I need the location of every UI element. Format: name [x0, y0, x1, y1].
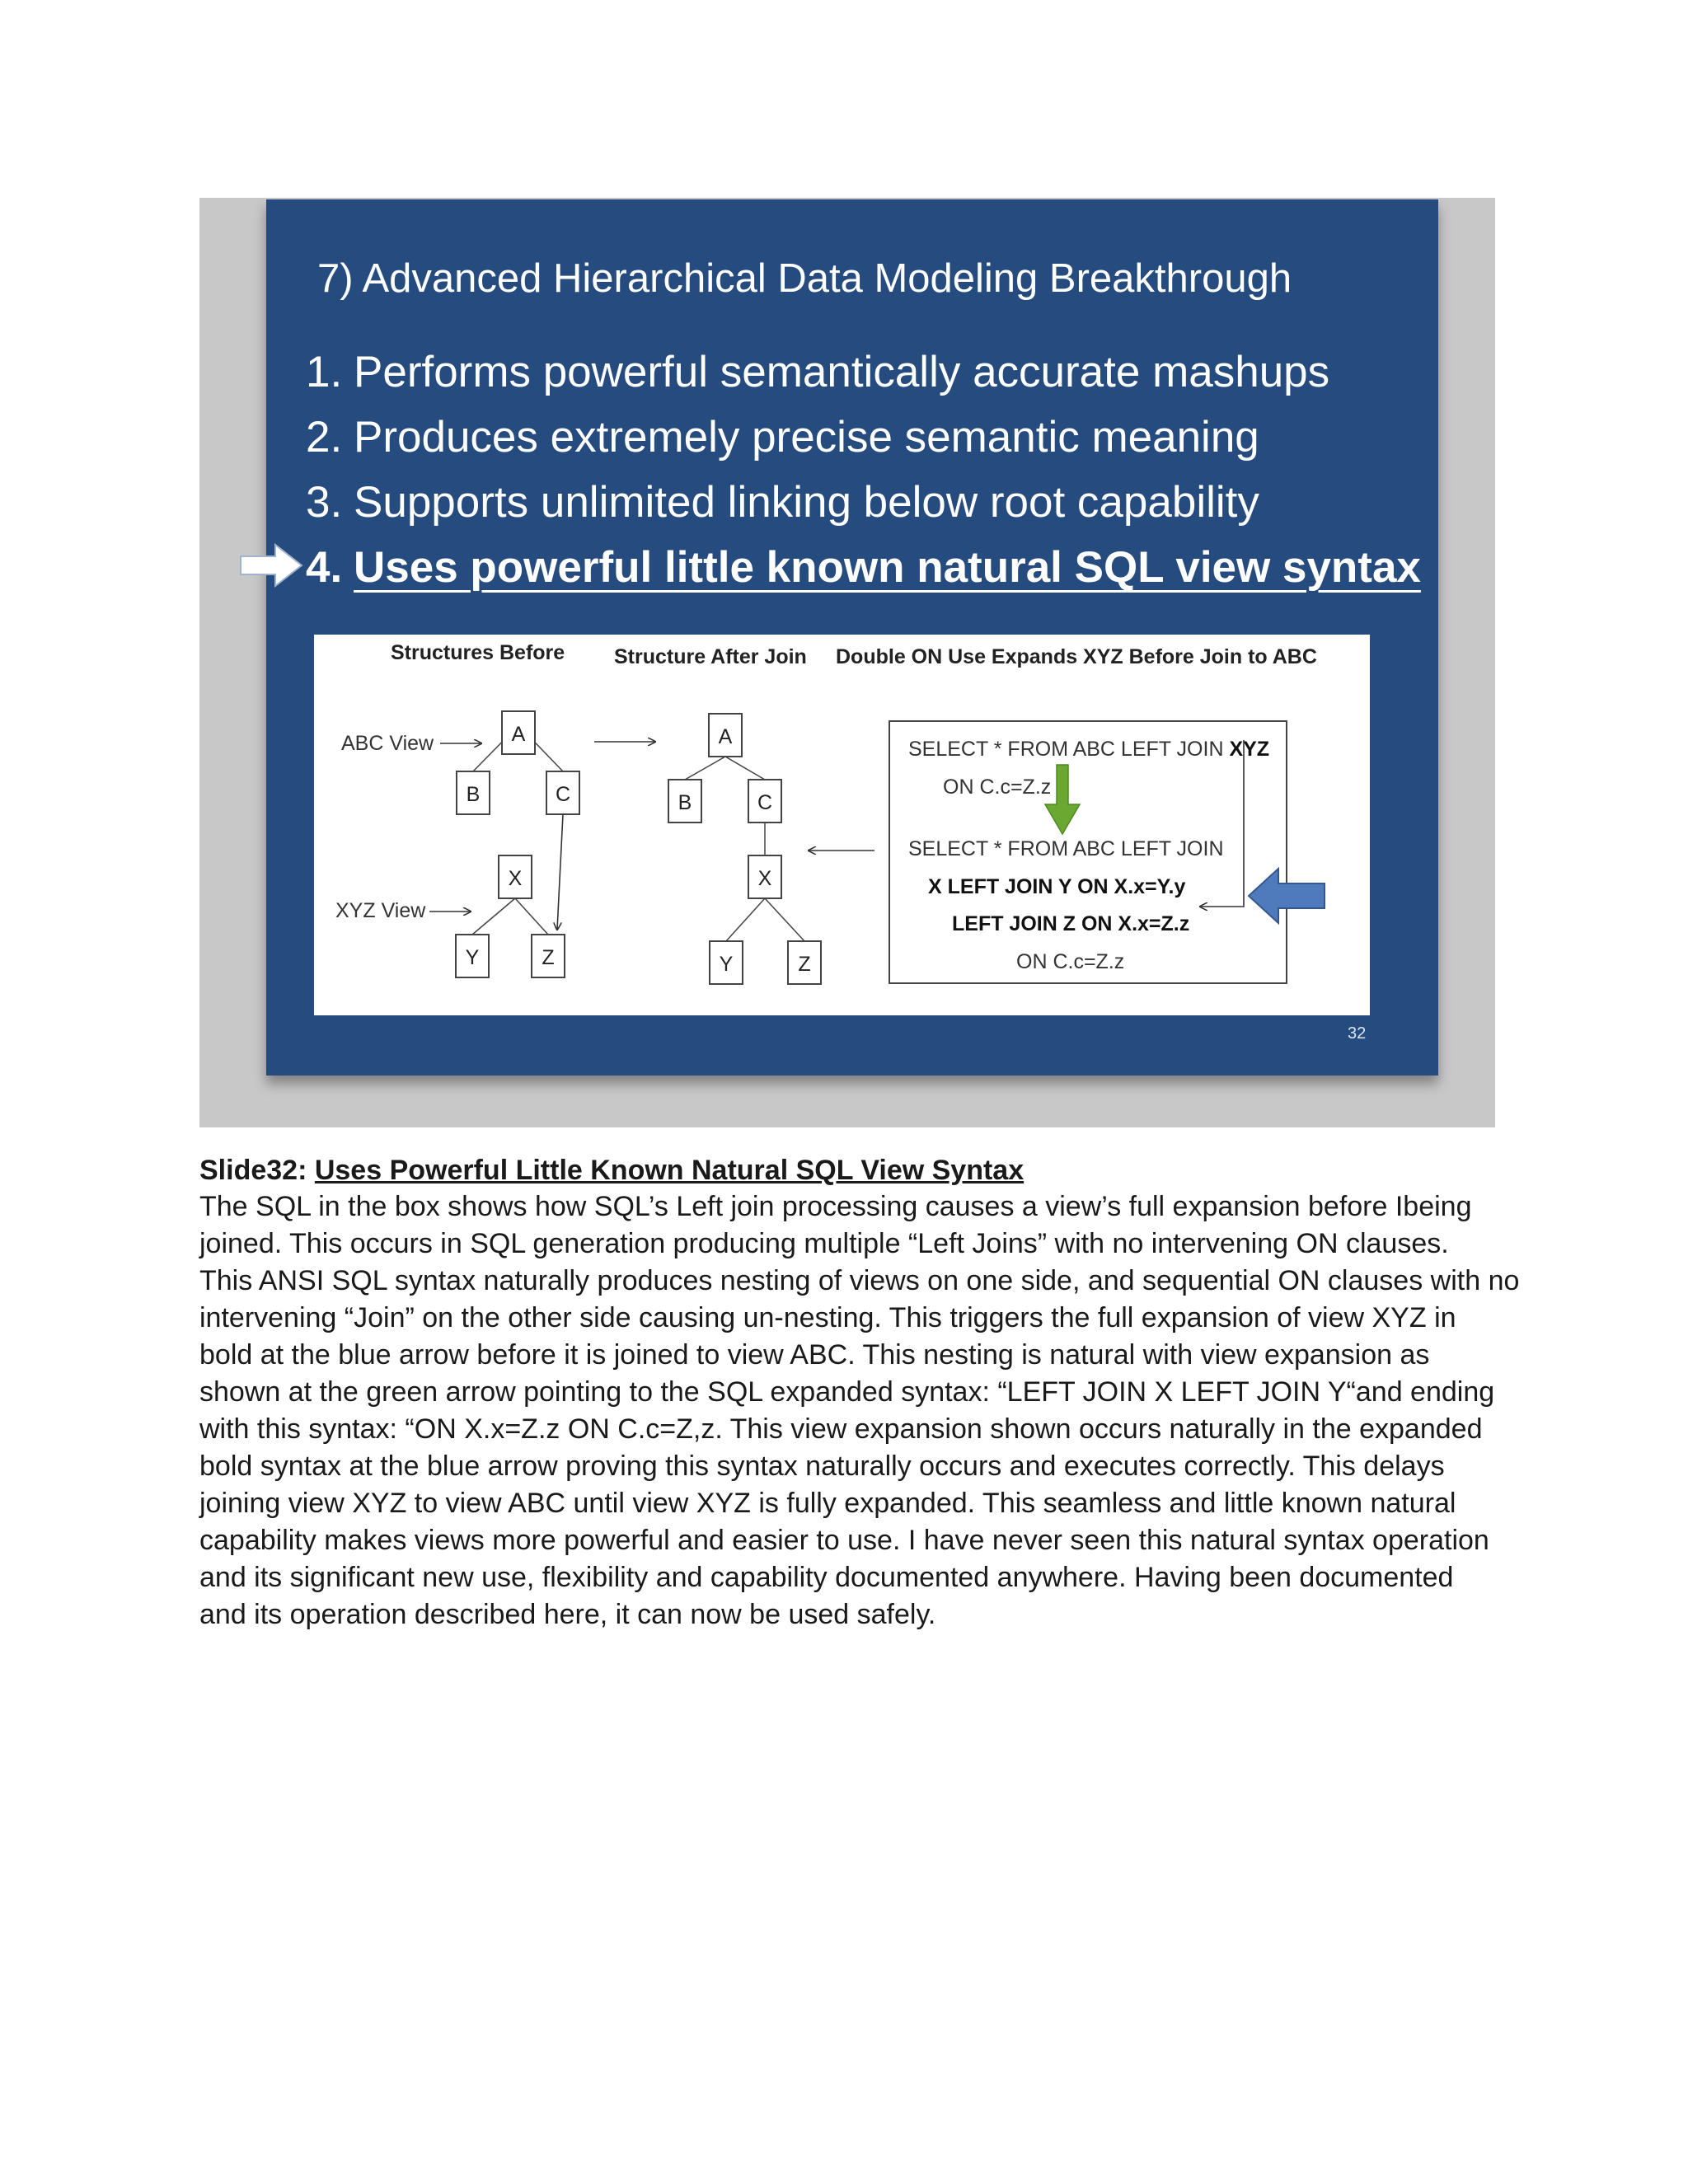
caption-line: joining view XYZ to view ABC until view XYZ is fully expanded. This seamless and little known natural	[199, 1488, 1456, 1519]
node-c-label: C	[757, 791, 773, 814]
node-b-label: B	[678, 791, 692, 814]
slide-bullet-item: 3. Supports unlimited linking below root capability	[306, 478, 1259, 527]
sql-line-4: X LEFT JOIN Y ON X.x=Y.y	[928, 875, 1186, 898]
caption-line: bold syntax at the blue arrow proving this syntax naturally occurs and executes correctly. This delays	[199, 1451, 1445, 1482]
tree-xyz-before	[456, 855, 565, 977]
caption-line: shown at the green arrow pointing to the SQL expanded syntax: “LEFT JOIN X LEFT JOIN Y“and ending	[199, 1376, 1495, 1408]
node-x-label: X	[757, 867, 772, 890]
caption-heading: Slide32: Uses Powerful Little Known Natural SQL View Syntax	[199, 1155, 1025, 1186]
node-a-label: A	[718, 725, 733, 748]
tree-after-join	[668, 714, 821, 984]
node-x-label: X	[508, 867, 523, 890]
caption-line: and its operation described here, it can now be used safely.	[199, 1599, 936, 1630]
slide-bullet-item: 2. Produces extremely precise semantic meaning	[306, 413, 1259, 462]
xyz-view-label: XYZ View	[335, 899, 426, 922]
sql-line-1: SELECT * FROM ABC LEFT JOIN XYZ	[908, 738, 1270, 761]
slide-title: 7) Advanced Hierarchical Data Modeling Breakthrough	[317, 256, 1292, 301]
caption	[199, 1152, 1520, 1633]
pointer-arrow-icon	[239, 543, 303, 588]
sql-line-2: ON C.c=Z.z	[943, 776, 1052, 799]
node-c-label: C	[555, 783, 571, 806]
slide-number: 32	[1348, 1024, 1367, 1043]
caption-line: capability makes views more powerful and easier to use. I have never seen this natural syntax operation	[199, 1525, 1489, 1556]
node-y-label: Y	[465, 946, 480, 969]
abc-view-label: ABC View	[341, 732, 434, 755]
tree-abc-before	[457, 711, 579, 814]
sql-line-3: SELECT * FROM ABC LEFT JOIN	[908, 837, 1224, 860]
slide-bullet-item: 1. Performs powerful semantically accurate mashups	[306, 348, 1330, 396]
caption-line: joined. This occurs in SQL generation producing multiple “Left Joins” with no intervening ON clauses.	[199, 1228, 1449, 1259]
caption-line: with this syntax: “ON X.x=Z.z ON C.c=Z,z. This view expansion shown occurs naturally in the expanded	[199, 1413, 1483, 1445]
node-a-label: A	[511, 723, 526, 746]
heading-double-on: Double ON Use Expands XYZ Before Join to ABC	[836, 645, 1317, 668]
slide-bullet-list	[306, 340, 1421, 600]
node-z-label: Z	[542, 946, 555, 969]
caption-line: This ANSI SQL syntax naturally produces nesting of views on one side, and sequential ON clauses with no	[199, 1265, 1520, 1296]
join-arrow-c-to-z	[557, 814, 563, 930]
caption-line: bold at the blue arrow before it is joined to view ABC. This nesting is natural with view expansion as	[199, 1339, 1430, 1371]
caption-line: intervening “Join” on the other side causing un-nesting. This triggers the full expansion of view XYZ in	[199, 1302, 1456, 1333]
node-b-label: B	[466, 783, 481, 806]
sql-line-6: ON C.c=Z.z	[1016, 950, 1125, 973]
node-z-label: Z	[798, 953, 811, 976]
caption-body	[199, 1188, 1520, 1633]
sql-line-5: LEFT JOIN Z ON X.x=Z.z	[952, 912, 1190, 935]
join-diagram	[314, 635, 1370, 1015]
slide-bullet-item-highlighted: 4. Uses powerful little known natural SQL view syntax	[306, 543, 1421, 592]
node-y-label: Y	[719, 953, 734, 976]
slide	[266, 199, 1438, 1076]
heading-structures-before: Structures Before	[391, 641, 565, 664]
caption-line: and its significant new use, flexibility and capability documented anywhere. Having been documented	[199, 1562, 1454, 1593]
sql-xyz-bold: XYZ	[1229, 738, 1270, 761]
caption-line: The SQL in the box shows how SQL’s Left join processing causes a view’s full expansion before Ibeing	[199, 1191, 1472, 1222]
caption-heading-title: Uses Powerful Little Known Natural SQL View Syntax	[314, 1155, 1025, 1186]
heading-structure-after: Structure After Join	[614, 645, 807, 668]
